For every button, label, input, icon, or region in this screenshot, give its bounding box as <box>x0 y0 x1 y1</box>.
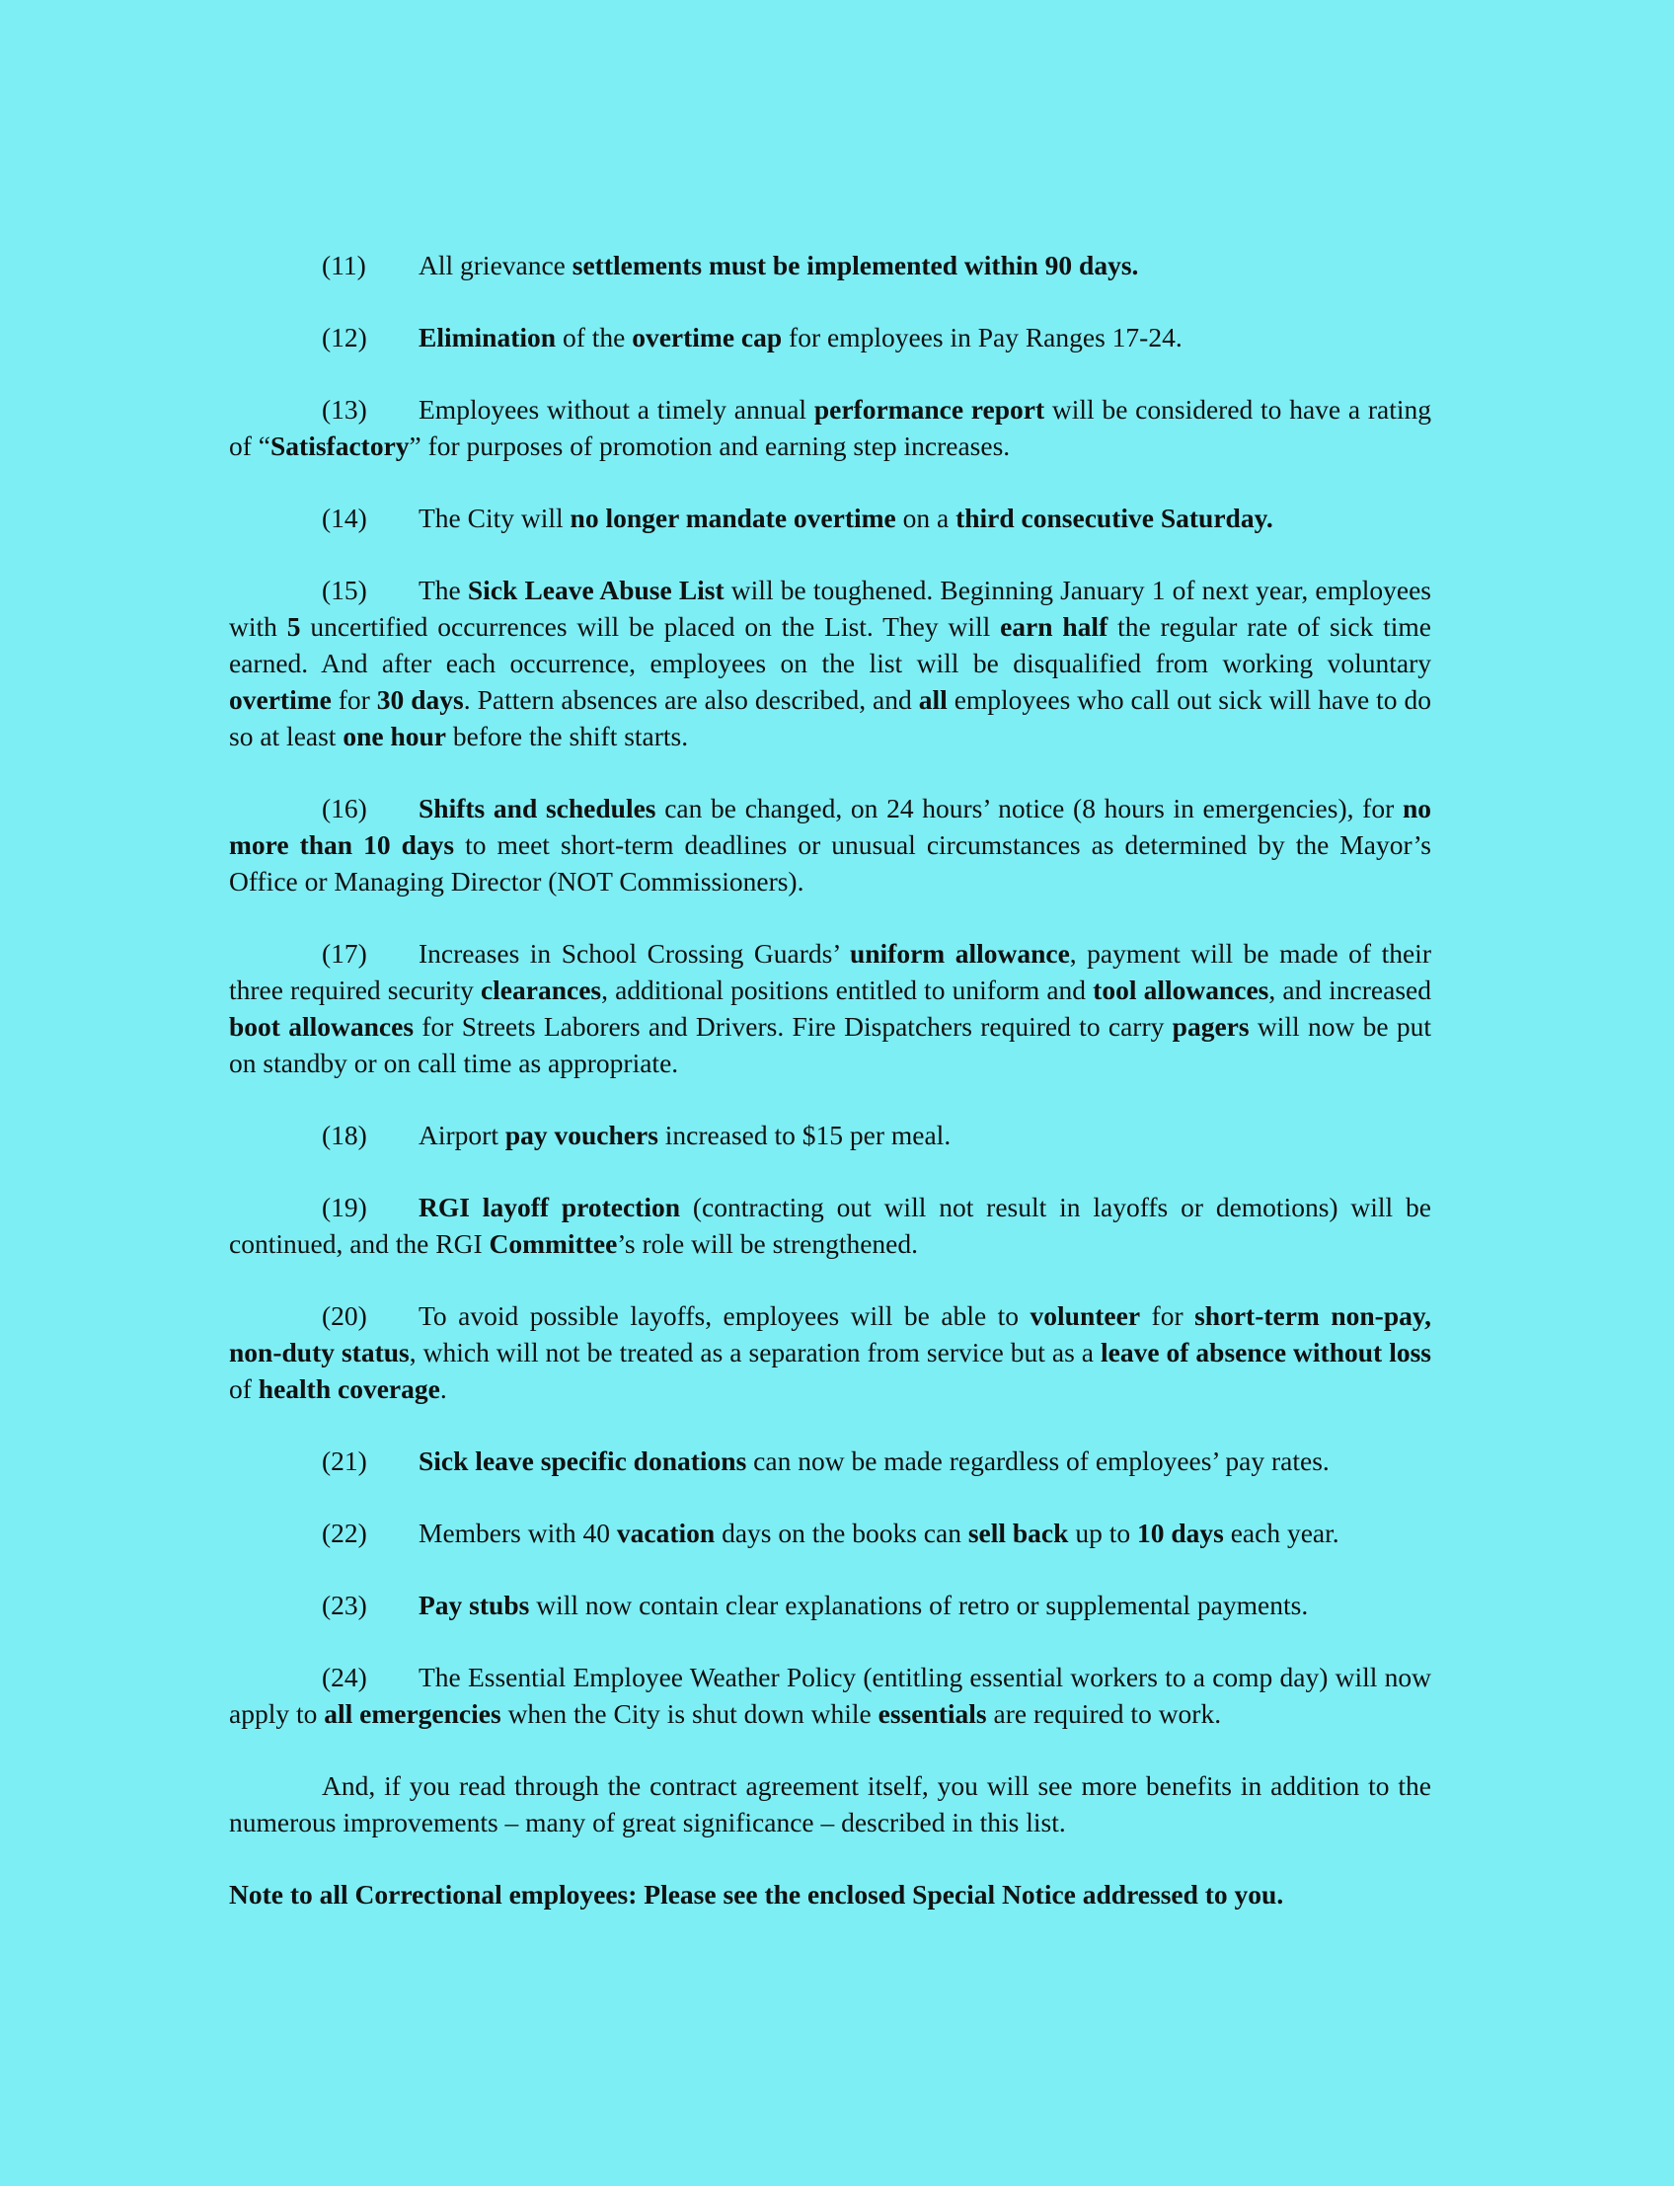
emphasis-text: essentials <box>878 1698 987 1729</box>
correctional-note: Note to all Correctional employees: Please see the enclosed Special Notice addressed to you. <box>229 1879 1284 1910</box>
emphasis-text: overtime cap <box>632 322 783 352</box>
item-number: (21) <box>322 1445 367 1476</box>
item-text: The City will <box>419 503 571 533</box>
item-text: To avoid possible layoffs, employees will be able to <box>419 1300 1031 1331</box>
list-item <box>229 790 1431 899</box>
list-item <box>229 935 1431 1081</box>
item-text: for <box>331 684 377 715</box>
emphasis-text: one hour <box>343 721 446 751</box>
emphasis-text: no more than 10 days <box>229 793 1431 860</box>
item-number: (19) <box>322 1192 367 1222</box>
emphasis-text: uniform allowance <box>849 938 1070 969</box>
item-text: of <box>229 1373 259 1404</box>
emphasis-text: 30 days <box>376 684 464 715</box>
emphasis-text: Sick Leave Abuse List <box>467 575 725 605</box>
emphasis-text: clearances <box>480 975 602 1005</box>
emphasis-text: all emergencies <box>324 1698 501 1729</box>
emphasis-text: boot allowances <box>229 1011 415 1042</box>
item-text: for <box>1140 1300 1195 1331</box>
item-text: the regular rate of sick time earned. And after each occurrence, employees on the list will be disqualified from working voluntary <box>229 611 1431 678</box>
list-item <box>229 319 1431 355</box>
emphasis-text: volunteer <box>1030 1300 1141 1331</box>
item-text: , which will not be treated as a separation from service but as a <box>409 1337 1101 1367</box>
item-text: each year. <box>1223 1518 1339 1548</box>
item-text: days on the books can <box>715 1518 968 1548</box>
emphasis-text: Committee <box>489 1228 618 1259</box>
item-number: (23) <box>322 1590 367 1620</box>
item-text: on a <box>895 503 956 533</box>
item-text: Increases in School Crossing Guards’ <box>419 938 850 969</box>
emphasis-text: Elimination <box>419 322 557 352</box>
emphasis-text: Sick leave specific donations <box>419 1445 747 1476</box>
item-text: uncertified occurrences will be placed on the List. They will <box>300 611 1001 642</box>
item-text: . <box>439 1373 447 1404</box>
item-number: (24) <box>322 1662 367 1692</box>
item-text: ’s role will be strengthened. <box>617 1228 918 1259</box>
emphasis-text: Shifts and schedules <box>419 793 656 823</box>
page-edge <box>1674 0 1680 2186</box>
emphasis-text: pay vouchers <box>504 1120 658 1150</box>
item-number: (17) <box>322 938 367 969</box>
item-number: (14) <box>322 503 367 533</box>
emphasis-text: Pay stubs <box>419 1590 530 1620</box>
item-number: (12) <box>322 322 367 352</box>
item-text: for employees in Pay Ranges 17-24. <box>782 322 1183 352</box>
item-text: will be considered to have a rating of “ <box>229 394 1431 461</box>
item-text: , payment will be made of their three required security <box>229 938 1431 1005</box>
item-text: All grievance <box>419 250 573 280</box>
list-item <box>229 247 1431 283</box>
emphasis-text: 10 days <box>1136 1518 1224 1548</box>
document-body <box>229 247 1431 1913</box>
item-text: , additional positions entitled to uniform and <box>601 975 1094 1005</box>
emphasis-text: earn half <box>1000 611 1108 642</box>
item-text: of the <box>556 322 633 352</box>
item-number: (15) <box>322 575 367 605</box>
item-text: will be toughened. Beginning January 1 of next year, employees with <box>229 575 1431 642</box>
closing-paragraph: And, if you read through the contract agreement itself, you will see more benefits in addition to the numerous improvements – many of great significance – described in this list. <box>229 1770 1431 1837</box>
emphasis-text: sell back <box>967 1518 1069 1548</box>
list-item <box>229 391 1431 464</box>
item-text: for Streets Laborers and Drivers. Fire Dispatchers required to carry <box>414 1011 1173 1042</box>
item-number: (11) <box>322 250 366 280</box>
item-text: when the City is shut down while <box>500 1698 878 1729</box>
emphasis-text: pagers <box>1172 1011 1250 1042</box>
emphasis-text: all <box>918 684 948 715</box>
item-text: employees who call out sick will have to do so at least <box>229 684 1431 751</box>
list-item <box>229 572 1431 754</box>
emphasis-text: RGI layoff protection <box>419 1192 681 1222</box>
item-text: up to <box>1068 1518 1137 1548</box>
item-number: (20) <box>322 1300 367 1331</box>
list-item <box>229 1117 1431 1153</box>
emphasis-text: Satisfactory <box>270 430 410 461</box>
item-text: before the shift starts. <box>446 721 689 751</box>
item-text: Employees without a timely annual <box>419 394 814 425</box>
item-text: will now contain clear explanations of retro or supplemental payments. <box>529 1590 1309 1620</box>
emphasis-text: 5 <box>286 611 301 642</box>
list-item <box>229 1587 1431 1623</box>
item-text: ” for purposes of promotion and earning step increases. <box>409 430 1011 461</box>
item-text: can now be made regardless of employees’ pay rates. <box>746 1445 1330 1476</box>
list-item <box>229 1443 1431 1479</box>
item-text: , and increased <box>1268 975 1431 1005</box>
item-number: (16) <box>322 793 367 823</box>
item-text: are required to work. <box>986 1698 1222 1729</box>
item-number: (22) <box>322 1518 367 1548</box>
benefits-list <box>229 247 1431 1732</box>
emphasis-text: vacation <box>616 1518 716 1548</box>
emphasis-text: third consecutive Saturday. <box>955 503 1273 533</box>
item-text: The <box>419 575 468 605</box>
item-text: increased to $15 per meal. <box>657 1120 952 1150</box>
list-item <box>229 500 1431 536</box>
item-text: Airport <box>419 1120 505 1150</box>
item-text: (contracting out will not result in layoffs or demotions) will be continued, and the RGI <box>229 1192 1432 1259</box>
item-text: . Pattern absences are also described, and <box>463 684 919 715</box>
item-text: The Essential Employee Weather Policy (entitling essential workers to a comp day) will now apply to <box>229 1662 1431 1729</box>
item-text: to meet short-term deadlines or unusual circumstances as determined by the Mayor’s Office or Managing Director (NOT Commissioners). <box>229 829 1431 897</box>
list-item <box>229 1659 1431 1732</box>
emphasis-text: overtime <box>229 684 332 715</box>
emphasis-text: settlements must be implemented within 90 days. <box>572 250 1139 280</box>
list-item <box>229 1189 1431 1262</box>
list-item <box>229 1515 1431 1551</box>
emphasis-text: leave of absence without loss <box>1100 1337 1431 1367</box>
emphasis-text: short-term non-pay, non-duty status <box>229 1300 1431 1367</box>
item-number: (13) <box>322 394 367 425</box>
emphasis-text: no longer mandate overtime <box>570 503 896 533</box>
item-number: (18) <box>322 1120 367 1150</box>
list-item <box>229 1297 1431 1407</box>
item-text: will now be put on standby or on call time as appropriate. <box>229 1011 1432 1078</box>
item-text: Members with 40 <box>419 1518 617 1548</box>
emphasis-text: tool allowances <box>1093 975 1269 1005</box>
item-text: can be changed, on 24 hours’ notice (8 hours in emergencies), for <box>655 793 1403 823</box>
emphasis-text: performance report <box>813 394 1045 425</box>
emphasis-text: health coverage <box>258 1373 440 1404</box>
